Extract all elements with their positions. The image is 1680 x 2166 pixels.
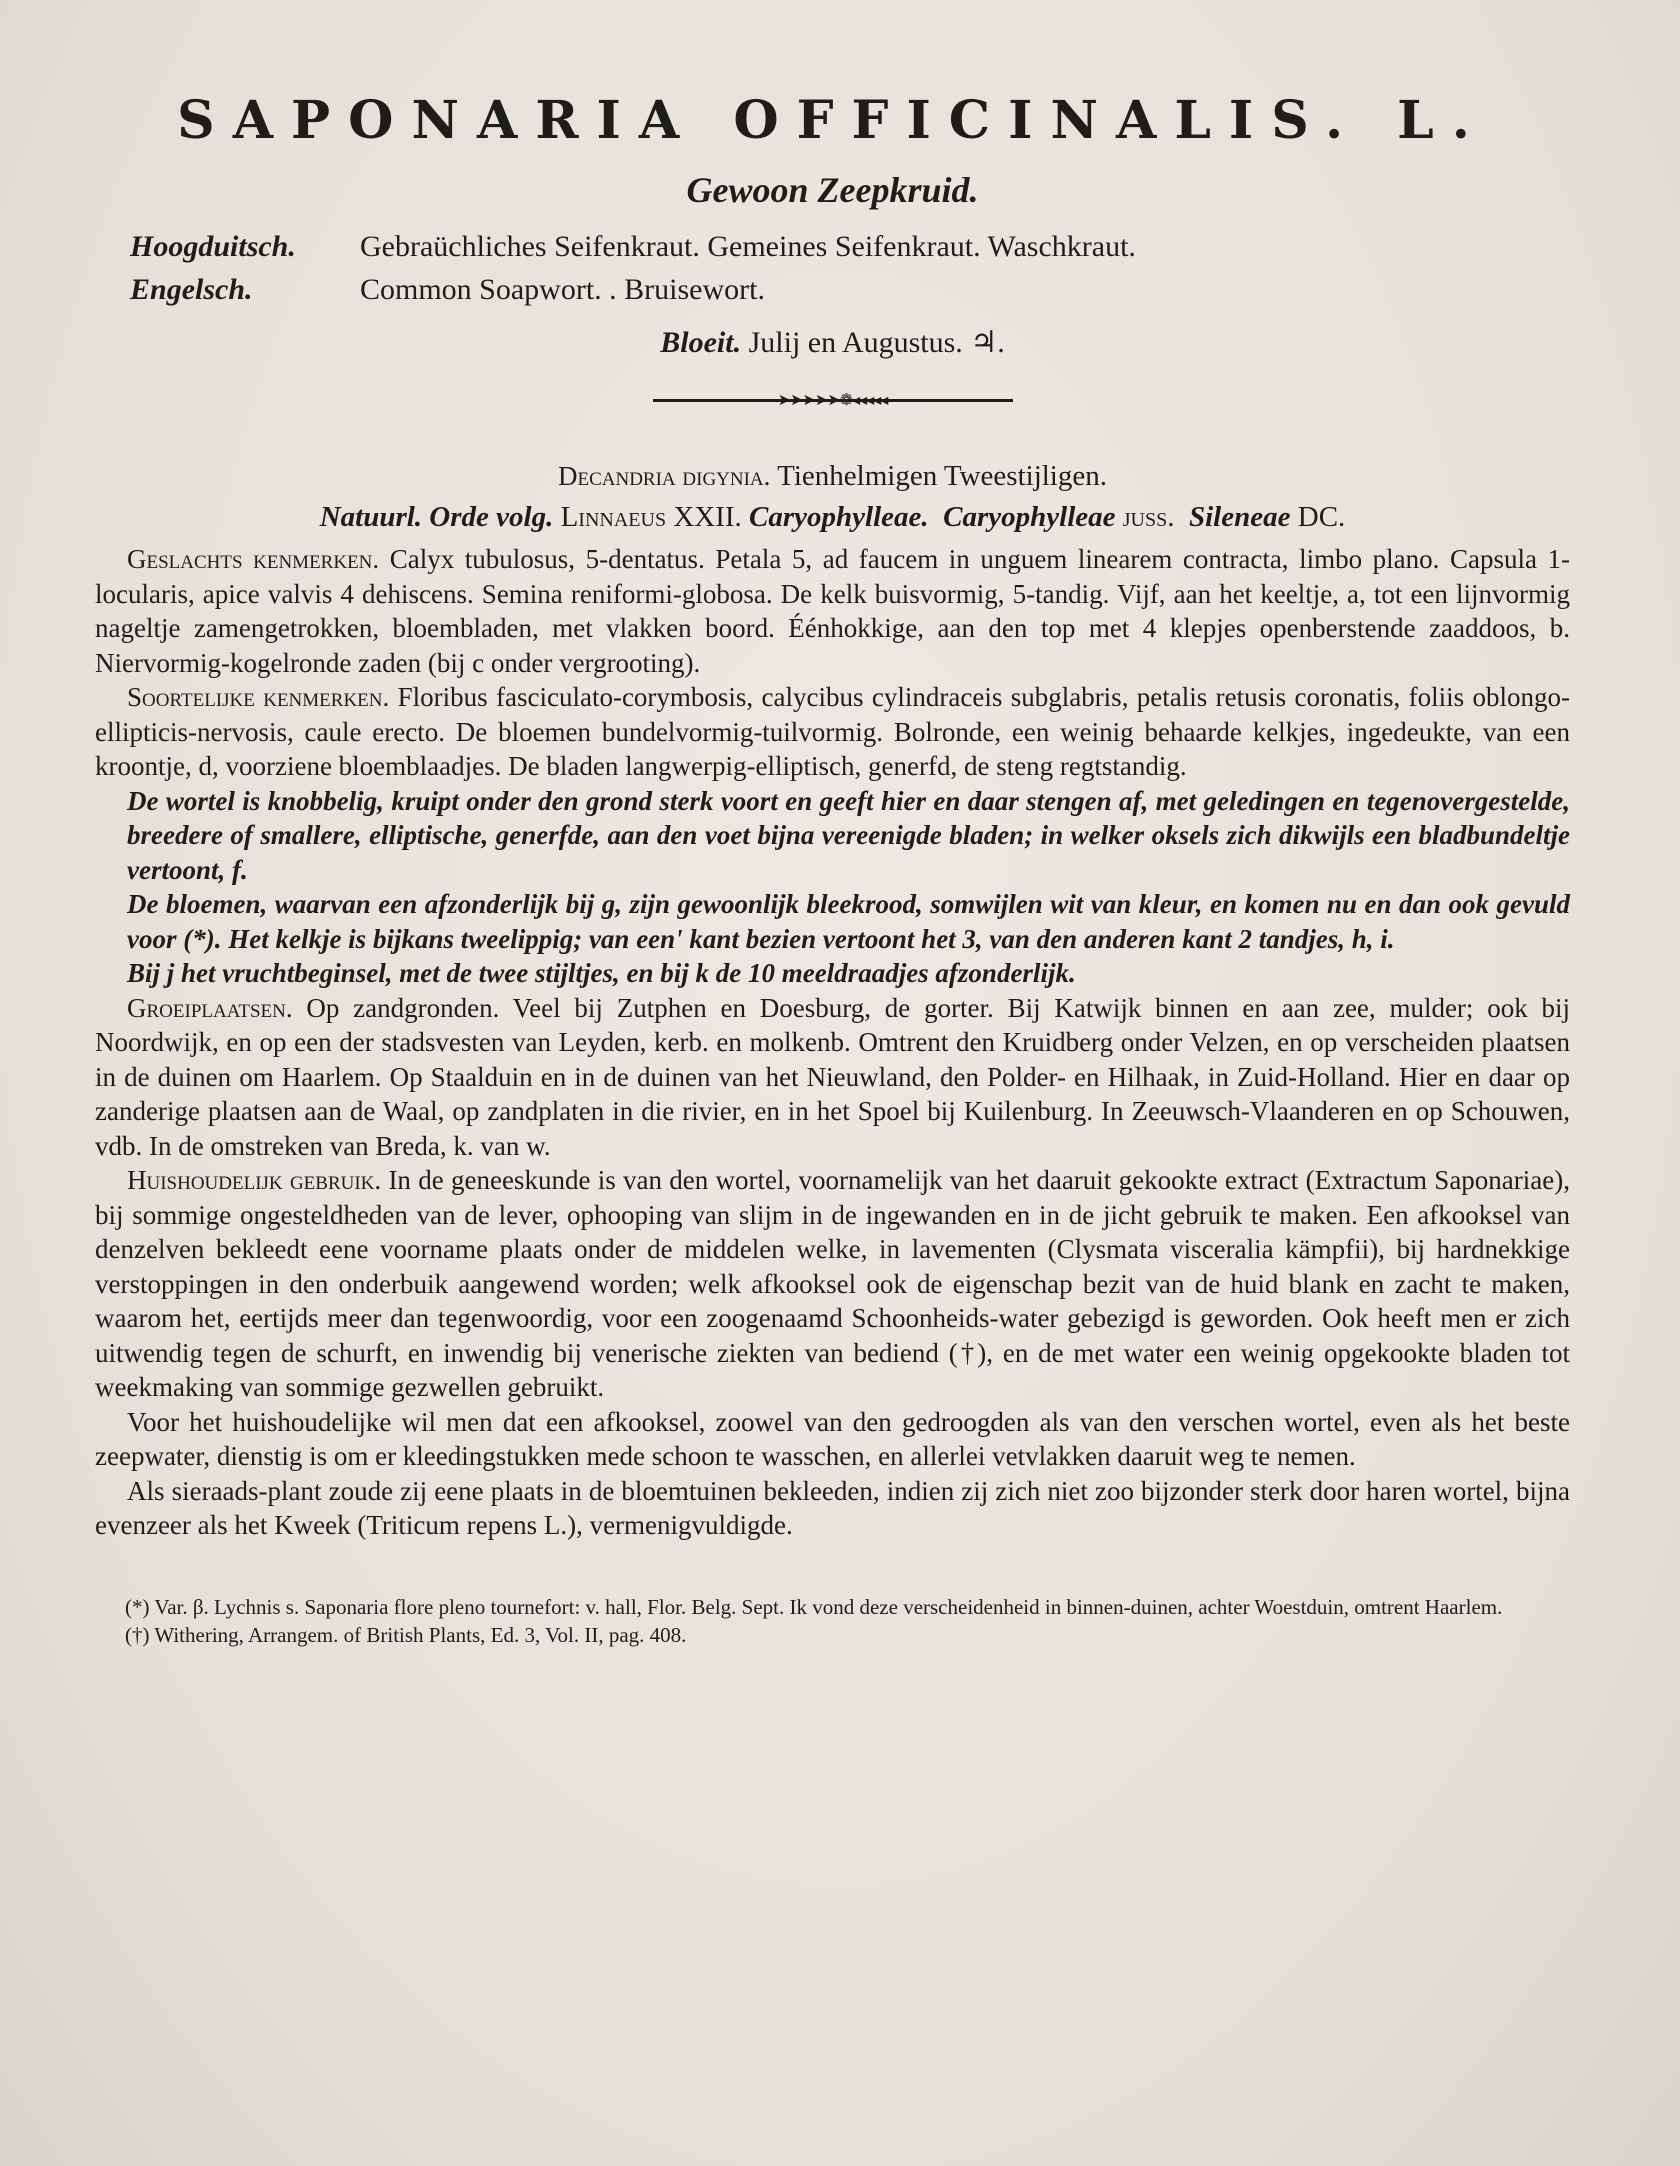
order-author: Linnaeus: [560, 501, 667, 533]
footnotes: [95, 1593, 1570, 1649]
uses-paragraph: [95, 1163, 1570, 1405]
plate-explanation: [95, 784, 1570, 991]
ornament-divider: [653, 390, 1013, 410]
section-label: Groeiplaatsen.: [127, 992, 293, 1023]
household-paragraph: Voor het huishoudelijke wil men dat een afkooksel, zoowel van den gedroogden als van den verschen wortel, even als het beste zeepwater, dienstig is om er kleedingstukken mede schoon te wasschen, en allerlei vetvlakken daaruit weg te nemen.: [95, 1406, 1570, 1471]
language-label: Engelsch.: [130, 273, 253, 306]
order-author-3: DC.: [1297, 501, 1346, 533]
flowering-text: Julij en Augustus.: [748, 326, 963, 359]
section-text: Calyx tubulosus, 5-dentatus. Petala 5, ad faucem in unguem linearem contracta, limbo plano. Capsula 1-locularis, apice valvis 4 dehiscens. Semina reniformi-globosa. De kelk buisvormig, 5-tandig. Vijf, aan het keeltje, a, tot een lijnvormig nageltje zamengetrokken, bloembladen, met vlakken boord. Éénhokkige, aan den top met 4 klepjes openberstende zaaddoos, b. Niervormig-kogelronde zaden (bij c onder vergrooting).: [95, 544, 1570, 678]
section-label: Soortelijke kenmerken.: [127, 682, 390, 712]
name-text: Gebraüchliches Seifenkraut. Gemeines Seifenkraut. Waschkraut.: [360, 230, 1136, 263]
footnote-2: (†) Withering, Arrangem. of British Plants, Ed. 3, Vol. II, pag. 408.: [125, 1622, 687, 1647]
linnaean-class: [95, 460, 1570, 493]
perennial-symbol: ♃.: [970, 326, 1005, 359]
ornament-glyphs: ➤➤➤➤➤❁◂◂◂◂◂: [777, 390, 888, 409]
name-row-english: [130, 268, 1570, 311]
order-label: Natuurl. Orde volg.: [319, 501, 554, 533]
name-row-german: [130, 225, 1570, 268]
order-number: XXII.: [673, 501, 742, 533]
flower-description: De bloemen, waarvan een afzonderlijk bij g, zijn gewoonlijk bleekrood, somwijlen wit van kleur, en komen nu en dan ook gevuld voor (*). Het kelkje is bijkans tweelippig; van een' kant bezien vertoont het 3, van den anderen kant 2 tandjes, h, i.: [127, 889, 1570, 954]
flowering-line: [95, 325, 1570, 360]
name-text: Common Soapwort. . Bruisewort.: [360, 273, 765, 306]
order-tribe: Sileneae: [1189, 501, 1291, 533]
footnote-1: (*) Var. β. Lychnis s. Saponaria flore pleno tournefort: v. hall, Flor. Belg. Sept. Ik vond deze verscheidenheid in binnen-duinen, achter Woestduin, omtrent Haarlem.: [125, 1594, 1503, 1619]
language-label: Hoogduitsch.: [130, 230, 296, 263]
description-body: [95, 542, 1570, 1543]
section-text: Floribus fasciculato-corymbosis, calycibus cylindraceis subglabris, petalis retusis coronatis, foliis oblongo-ellipticis-nervosis, caule erecto. De bloemen bundelvormig-tuilvormig. Bolronde, een weinig behaarde kelkjes, ingedeukte, van een kroontje, d, voorziene bloemblaadjes. De bladen langwerpig-elliptisch, generfd, de steng regtstandig.: [95, 682, 1570, 781]
habitat-paragraph: [95, 991, 1570, 1164]
order-family-1: Caryophylleae.: [749, 501, 929, 533]
class-name: Decandria digynia.: [557, 461, 771, 491]
page-subtitle: Gewoon Zeepkruid.: [686, 170, 979, 210]
page-title: SAPONARIA OFFICINALIS. L.: [177, 90, 1488, 151]
root-description: De wortel is knobbelig, kruipt onder den grond sterk voort en geeft hier en daar stengen af, met geledingen en tegenovergestelde, breedere of smallere, elliptische, generfde, aan den voet bijna vereenigde bladen; in welker oksels zich dikwijls een bladbundeltje vertoont, f.: [127, 785, 1570, 885]
section-text: Op zandgronden. Veel bij Zutphen en Doesburg, de gorter. Bij Katwijk binnen en aan zee, mulder; ook bij Noordwijk, en op een der stadsvesten van Leyden, kerb. en molkenb. Omtrent den Kruidberg onder Velzen, en op verscheiden plaatsen in de duinen om Haarlem. Op Staalduin en in de duinen van het Nieuwland, den Polder- en Hilhaak, in Zuid-Holland. Hier en daar op zanderige plaatsen aan de Waal, op zandplaten in die rivier, en in het Spoel bij Kuilenburg. In Zeeuwsch-Vlaanderen en op Schouwen, vdb. In de omstreken van Breda, k. van w.: [95, 992, 1571, 1161]
ornamental-paragraph: Als sieraads-plant zoude zij eene plaats in de bloemtuinen bekleeden, indien zij zich niet zoo bijzonder sterk door haren wortel, bijna evenzeer als het Kweek (Triticum repens L.), vermenigvuldigde.: [95, 1475, 1570, 1540]
section-label: Huishoudelijk gebruik.: [127, 1165, 382, 1195]
fruit-description: Bij j het vruchtbeginsel, met de twee stijltjes, en bij k de 10 meeldraadjes afzonderlijk.: [127, 958, 1076, 988]
order-author-2: juss.: [1122, 501, 1175, 533]
flowering-label: Bloeit.: [660, 326, 742, 359]
class-translation: Tienhelmigen Tweestijligen.: [777, 460, 1107, 492]
species-characters: [95, 680, 1570, 784]
order-family-2: Caryophylleae: [943, 501, 1116, 533]
genus-characters: [95, 542, 1570, 680]
section-text: In de geneeskunde is van den wortel, voornamelijk van het daaruit gekookte extract (Extractum Saponariae), bij sommige ongesteldheden van de lever, ophooping van slijm in de ingewanden en in de jicht gebruik te maken. Een afkooksel van denzelven bekleedt eene voorname plaats onder de middelen welke, in lavementen (Clysmata visceralia kämpfii), bij hardnekkige verstoppingen in den onderbuik aangewend worden; welk afkooksel ook de eigenschap bezit van de huid blank en zacht te maken, waarom het, eertijds meer dan tegenwoordig, voor een zoogenaamd Schoonheids-water gebezigd is geworden. Ook heeft men er zich uitwendig tegen de schurft, en inwendig bij venerische ziekten van bediend (†), en de met water een weinig opgekookte bladen tot weekmaking van sommige gezwellen gebruikt.: [95, 1165, 1570, 1402]
section-label: Geslachts kenmerken.: [127, 544, 380, 574]
natural-order: [95, 501, 1570, 534]
vernacular-names: [130, 225, 1570, 311]
